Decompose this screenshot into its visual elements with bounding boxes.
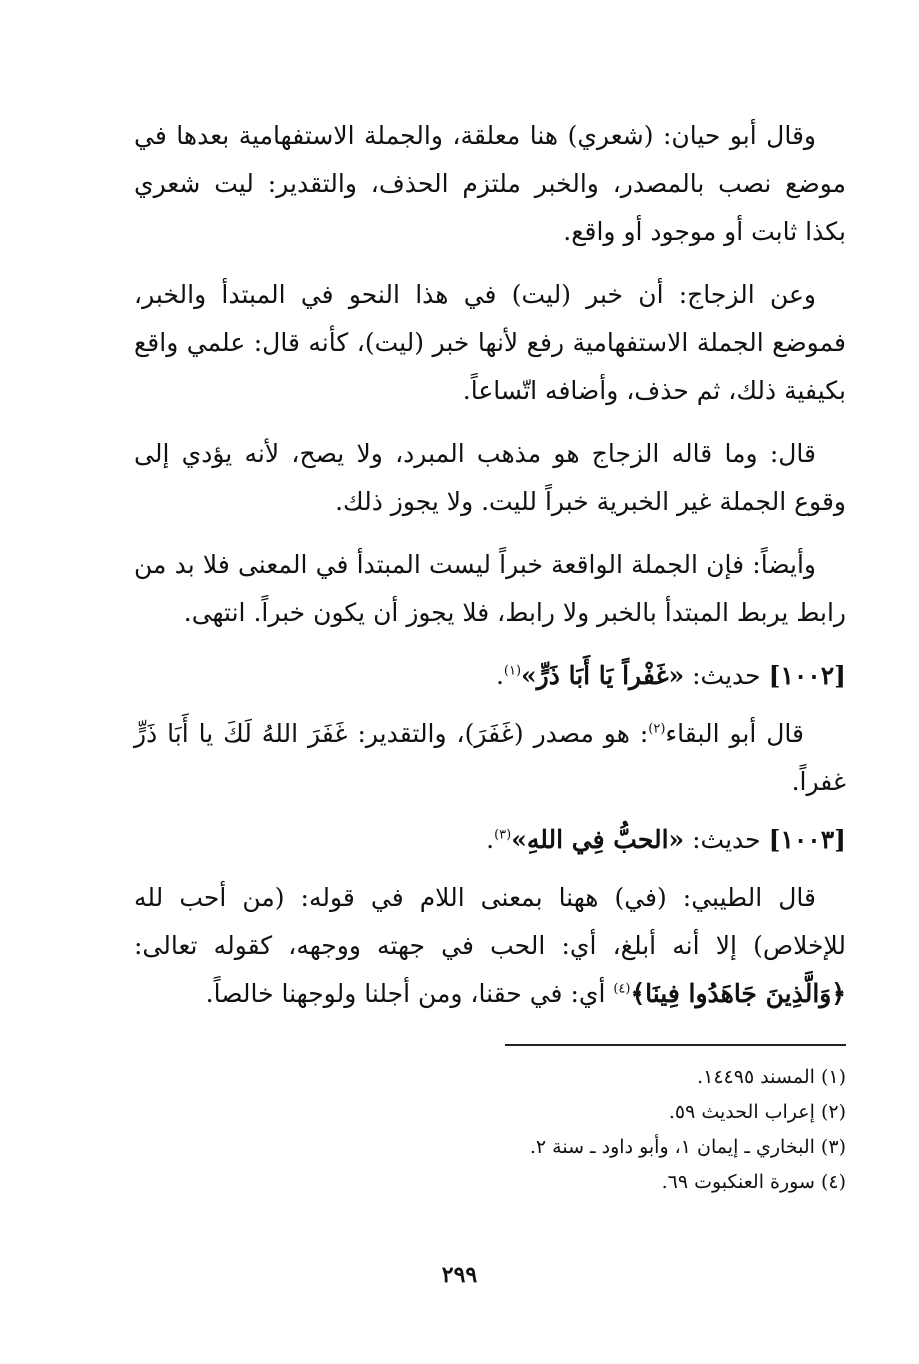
- hadith-quote: «الحبُّ فِي اللهِ»: [511, 825, 685, 854]
- hadith-number: [١٠٠٣]: [768, 825, 846, 854]
- footnote-ref: (١): [503, 663, 522, 679]
- paragraph-abu-hayyan: وقال أبو حيان: (شعري) هنا معلقة، والجملة الاستفهامية بعدها في موضع نصب بالمصدر، والخبر ملتزم الحذف، والتقدير: ليت شعري بكذا ثابت أو موجود أو واقع.: [134, 121, 846, 246]
- footnotes: [300, 1060, 846, 1200]
- hadith-end: .: [486, 825, 495, 854]
- footnote-ref: (٢): [648, 721, 666, 737]
- note-text: : هو مصدر (غَفَرَ)، والتقدير: غَفَرَ اللهُ لَكَ يا أَبَا ذَرٍّ غفراً.: [134, 719, 846, 796]
- hadith-quote: «غَفْراً يَا أَبَا ذَرٍّ»: [521, 661, 685, 690]
- hadith-number: [١٠٠٢]: [768, 661, 846, 690]
- footnote-1: (١) المسند ١٤٤٩٥.: [697, 1066, 846, 1088]
- footnote-3: (٣) البخاري ـ إيمان ١، وأبو داود ـ سنة ٢.: [529, 1136, 846, 1158]
- paragraph-mubarrad: قال: وما قاله الزجاج هو مذهب المبرد، ولا يصح، لأنه يؤدي إلى وقوع الجملة غير الخبرية خبراً لليت. ولا يجوز ذلك.: [134, 439, 846, 516]
- note-part-2: أي: في حقنا، ومن أجلنا ولوجهنا خالصاً.: [205, 979, 606, 1008]
- footnote-2: (٢) إعراب الحديث ٥٩.: [668, 1101, 846, 1123]
- note-lead: قال أبو البقاء: [665, 719, 805, 748]
- note-abu-al-baqa: [134, 710, 846, 806]
- footnote-4: (٤) سورة العنكبوت ٦٩.: [661, 1171, 846, 1193]
- note-tibi: [134, 874, 846, 1018]
- page-number: ٢٩٩: [441, 1262, 478, 1288]
- paragraph-zajjaj: وعن الزجاج: أن خبر (ليت) في هذا النحو في المبتدأ والخبر، فموضع الجملة الاستفهامية رفع لأنها خبر (ليت)، كأنه قال: علمي واقع بكيفية ذلك، ثم حذف، وأضافه اتّساعاً.: [134, 280, 846, 405]
- footnote-ref: (٤): [613, 981, 631, 997]
- quran-verse: ﴿وَالَّذِينَ جَاهَدُوا فِينَا﴾: [630, 979, 846, 1008]
- paragraph-aydan: وأيضاً: فإن الجملة الواقعة خبراً ليست المبتدأ في المعنى فلا بد من رابط يربط المبتدأ بالخبر ولا رابط، فلا يجوز أن يكون خبراً. انتهى.: [134, 550, 846, 627]
- hadith-label: حديث:: [692, 825, 761, 854]
- note-part-1: قال الطيبي: (في) ههنا بمعنى اللام في قوله: (من أحب لله للإخلاص) إلا أنه أبلغ، أي: الحب في جهته ووجهه، كقوله تعالى:: [134, 883, 846, 960]
- hadith-end: .: [495, 661, 504, 690]
- hadith-1002: [134, 652, 846, 700]
- footnote-divider: [505, 1044, 846, 1046]
- main-text: [134, 112, 846, 1033]
- hadith-label: حديث:: [692, 661, 761, 690]
- hadith-1003: [134, 816, 846, 864]
- footnote-ref: (٣): [494, 827, 512, 843]
